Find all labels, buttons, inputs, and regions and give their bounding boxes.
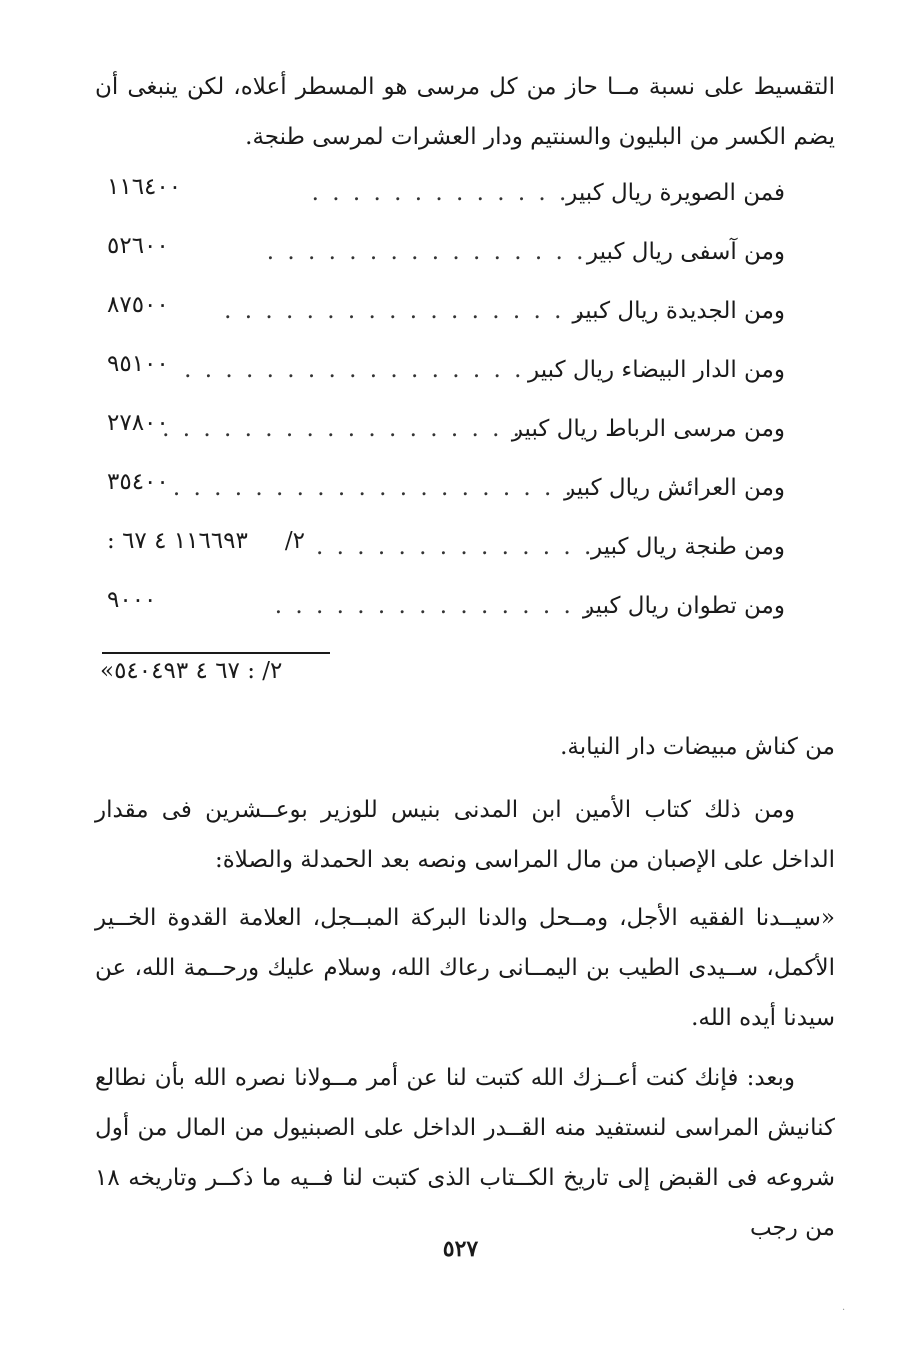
letter-intro-text: ومن ذلك كتاب الأمين ابن المدنى بنيس للوزير بوعــشرين فى مقدار الداخل على الإصبان من مال المراسى ونصه بعد الحمدلة والصلاة: [95, 797, 835, 873]
ledger-amount: ٩٥١٠٠ [107, 351, 169, 377]
leader-dots: . . . . . . . . . . . . . . [311, 180, 590, 206]
ledger-amount: ٢٧٨٠٠ [107, 410, 169, 436]
ledger-amount: ٥٢٦٠٠ [107, 233, 169, 259]
ledger-label: ومن تطوان ريال كبير [582, 593, 785, 619]
ledger-label: ومن مرسى الرباط ريال كبير [511, 416, 785, 442]
ledger-fraction: ٢/ [284, 528, 305, 554]
letter-salutation: «سيــدنا الفقيه الأجل، ومــحل والدنا البركة المبــجل، العلامة القدوة الخــير الأكمل، ســيدى الطيب بن اليمــانى رعاك الله، وسلام عليك ورحــمة الله، عن سيدنا أيده الله. [95, 905, 835, 1031]
ledger-label: ومن العرائش ريال كبير [564, 475, 785, 501]
intro-paragraph: التقسيط على نسبة مــا حاز من كل مرسى هو المسطر أعلاه، لكن ينبغى أن يضم الكسر من البليون والسنتيم ودار العشرات لمرسى طنجة. [95, 74, 835, 150]
ledger-row-safi [95, 231, 785, 290]
ledger-row-larache [95, 467, 785, 526]
ledger-amount: ٨٧٥٠٠ [107, 292, 169, 318]
ledger-label: ومن الدار البيضاء ريال كبير [528, 357, 785, 383]
ledger-label: ومن طنجة ريال كبير [590, 534, 785, 560]
ledger-label: ومن الجديدة ريال كبير [572, 298, 785, 324]
leader-dots: . . . . . . . . . . . . . . . . . . [184, 357, 545, 383]
ledger-row-tangier [95, 526, 785, 585]
letter-body [95, 1053, 835, 1253]
sum-rule [102, 652, 330, 654]
leader-dots: . . . . . . . . . . . . . . . . . [274, 593, 615, 619]
scan-speck: · [842, 1305, 846, 1316]
letter-intro [95, 785, 835, 885]
leader-dots: . . . . . . . . . . . . . . . . . . [224, 298, 585, 324]
source-line: من كناش مبيضات دار النيابة. [560, 734, 835, 760]
leader-dots: . . . . . . . . . . . . . . . [315, 534, 615, 560]
letter-body-text: وبعد: فإنك كنت أعــزك الله كتبت لنا عن أمر مــولانا نصره الله بأن نطالع كنانيش المراسى لنستفيد منه القــدر الداخل على الصبنيول من المال من أول شروعه فى القبض إلى تاريخ الكــتاب الذى كتبت لنا فــيه ما ذكــر وتاريخه ١٨ من رجب [95, 1065, 835, 1241]
ledger-amount: ١١٦٦٩٣ ٤ ٦٧ : [107, 528, 248, 554]
ledger-table [95, 172, 785, 644]
ledger-amount: ٣٥٤٠٠ [107, 469, 169, 495]
ledger-row-casablanca [95, 349, 785, 408]
ledger-row-tetouan [95, 585, 785, 644]
page-number: ٥٢٧ [442, 1236, 479, 1262]
ledger-amount: ١١٦٤٠٠ [107, 174, 182, 200]
ledger-row-el-jadida [95, 290, 785, 349]
leader-dots: . . . . . . . . . . . . . . . . . . [162, 416, 523, 442]
ledger-label: ومن آسفى ريال كبير [586, 239, 785, 265]
ledger-amount: ٩٠٠٠ [107, 587, 157, 613]
leader-dots: . . . . . . . . . . . . . . . . . . . . [172, 475, 575, 501]
ledger-label: فمن الصويرة ريال كبير [566, 180, 785, 206]
leader-dots: . . . . . . . . . . . . . . . . . [266, 239, 607, 265]
ledger-total: ٢/ : ٦٧ ٤ ٥٤٠٤٩٣» [100, 658, 283, 684]
ledger-row-essaouira [95, 172, 785, 231]
ledger-row-rabat [95, 408, 785, 467]
